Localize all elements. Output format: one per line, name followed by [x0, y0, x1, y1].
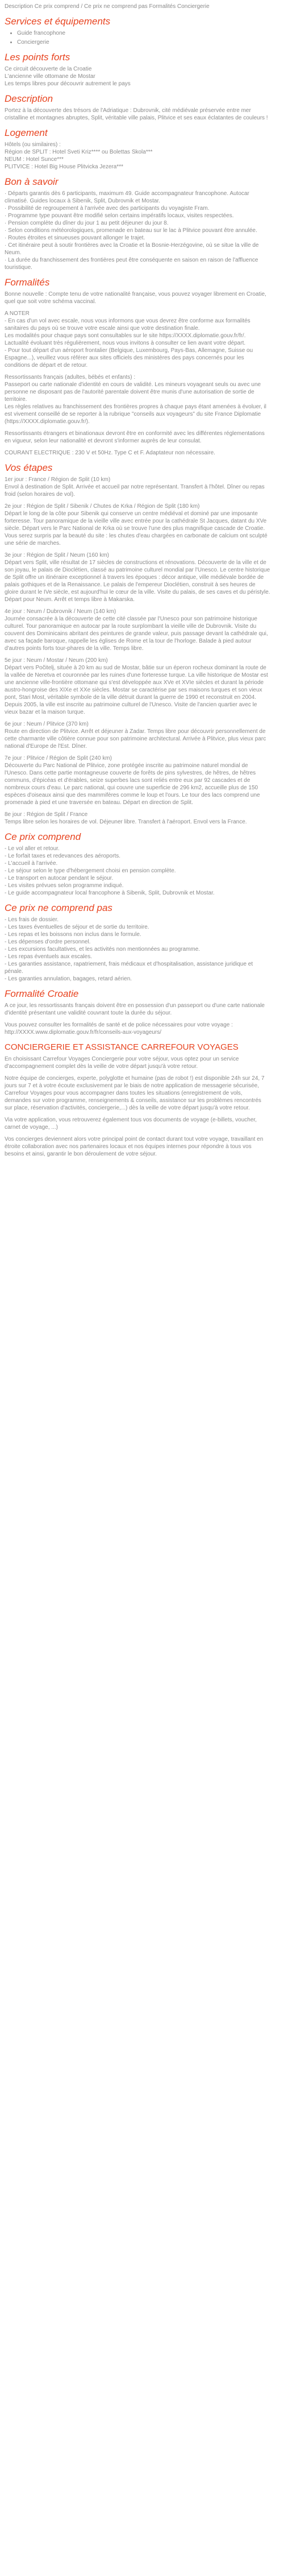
prix-ne-comprend-line: - Les taxes éventuelles de séjour et de sortie du territoire.	[5, 924, 149, 930]
prix-comprend-line: - Le forfait taxes et redevances des aéroports.	[5, 853, 120, 859]
points-forts-line: Ce circuit découverte de la Croatie	[5, 66, 92, 72]
prix-ne-comprend-line: - Les garanties assistance, rapatriement, frais médicaux et d'hospitalisation, assistance juridique et pénale.	[5, 961, 253, 975]
bon-savoir-line: · Routes étroites et sinueuses pouvant allonger le trajet.	[5, 235, 145, 241]
formalites-paragraph: Ressortissants étrangers et binationaux devront être en conformité avec les différentes réglementations en vigueur, selon leur nationalité et devront s'informer auprès de leur consulat.	[5, 430, 265, 444]
description-title: Description	[5, 93, 53, 104]
prix-comprend-line: - Le séjour selon le type d'hébergement choisi en pension complète.	[5, 868, 176, 874]
day-paragraph: 2e jour : Région de Split / Sibenik / Chutes de Krka / Région de Split (180 km) Départ le long de la côte pour Sibenik qui conserve un centre médiéval et dominé par une imposante forteresse. Tour panoramique de la vieille ville avec entrée pour la cathédrale St Jacques, datant du XVe siècle. Départ vers le Parc National de Krka où se trouve l'une des plus magnifique cascade de Croatie. Vous serez surpris par la beauté du site : les chutes d'eau chargées en carbonate de calcium ont sculpté une série de marches.	[5, 503, 268, 546]
bon-savoir-block	[5, 190, 270, 271]
prix-ne-comprend-line: - Les repas éventuels aux escales.	[5, 954, 92, 960]
bon-savoir-line: · La durée du franchissement des frontières peut être conséquente en saison en raison de l'affluence touristique.	[5, 257, 258, 271]
prix-comprend-block	[5, 845, 270, 897]
day-paragraph: 3e jour : Région de Split / Neum (160 km) Départ vers Split, ville résultat de 17 siècles de constructions et rénovations. Découverte de la ville et de son joyau, le palais de Dioclétien, classé au patrimoine culturel mondial par l'Unesco. Le centre historique de Split offre un itinéraire exceptionnel à travers les époques : décor antique, ville médiévale bordée de palais gothiques et de la Renaissance. Le palais de l'empereur Dioclétien, construit à ses heures de gloire durant le IVe siècle, est aujourd'hui le cœur de la ville. Visite du palais, de ses caves et du péristyle. Départ pour Neum. Arrêt et temps libre à Makarska.	[5, 552, 270, 603]
logement-title: Logement	[5, 127, 48, 138]
list-item: • Conciergerie	[17, 39, 270, 46]
day-paragraph: 4e jour : Neum / Dubrovnik / Neum (140 km) Journée consacrée à la découverte de cette cité classée par l'Unesco pour son patrimoine historique culturel. Tour panoramique en autocar par la route surplombant la vieille ville de Dubrovnik. Visite du couvent des Dominicains abritant des peintures de grande valeur, puis passage devant la cathédrale qui, avec sa façade baroque, rappelle les églises de Rome et la tour de l'horloge. Balade à pied autour d'autres points forts tour-phares de la ville. Temps libre.	[5, 608, 268, 652]
formalite-croatie-title: Formalité Croatie	[5, 988, 79, 999]
points-forts-block	[5, 65, 270, 88]
conciergerie-paragraph: Via votre application, vous retrouverez également tous vos documents de voyage (e-billets, voucher, carnet de voyage, ...)	[5, 1117, 257, 1130]
logement-line: NEUM : Hotel Sunce***	[5, 156, 64, 163]
services-list	[5, 30, 270, 46]
logement-line: Région de SPLIT : Hotel Sveti Kriz**** ou Bolettas Skola***	[5, 149, 153, 155]
prix-comprend-line: - Le guide accompagnateur local francophone à Sibenik, Split, Dubrovnik et Mostar.	[5, 890, 215, 896]
day-paragraph: 6e jour : Neum / Plitvice (370 km) Route en direction de Plitvice. Arrêt et déjeuner à Zadar. Temps libre pour découvrir personnellement de cette charmante ville côtière connue pour son patrimoine architectural. Arrivée à Plitvice, plus vieux parc national d'Europe de l'Est. Dîner.	[5, 721, 266, 749]
day-paragraph: 8e jour : Région de Split / France Temps libre selon les horaires de vol. Déjeuner libre. Transfert à l'aéroport. Envol vers la France.	[5, 811, 247, 825]
bon-savoir-line: · Selon conditions météorologiques, promenade en bateau sur le lac à Plitvice pouvant être annulée.	[5, 227, 257, 234]
day-paragraph: 7e jour : Plitvice / Région de Split (240 km) Découverte du Parc National de Plitvice, zone protégée inscrite au patrimoine naturel mondial de l'Unesco. Dans cette partie montagneuse couverte de forêts de pins sylvestres, de hêtres, de hêtres communs, d'épicéas et d'érables, seize superbes lacs sont reliés entre eux par 92 cascades et de nombreux cours d'eau. Le parc national, qui couvre une superficie de 296 km2, accueille plus de 150 espèces d'oiseaux ainsi que des mammifères comme le loup et l'ours. Le tour des lacs comprend une promenade à pied et une traversée en bateau. Départ en direction de Split.	[5, 755, 260, 806]
bon-savoir-line: · Cet itinéraire peut à soutir frontières avec la Croatie et la Bosnie-Herzégovine, où se situe la ville de Neum.	[5, 242, 259, 256]
formalites-title: Formalités	[5, 277, 50, 288]
points-forts-title: Les points forts	[5, 52, 70, 63]
conciergerie-paragraph: Vos concierges deviennent alors votre principal point de contact durant tout votre voyage, travaillant en étroite collaboration avec nos partenaires locaux et nos équipes internes pour répondre à tous vos besoins et ainsi, garantir le bon déroulement de votre séjour.	[5, 1136, 264, 1157]
description-text: Portez à la découverte des trésors de l'Adriatique : Dubrovnik, cité médiévale préservée entre mer cristalline et montagnes abruptes, Split, véritable ville palais, Plitvice et ses eaux éclatantes de couleurs !	[5, 107, 268, 121]
prix-ne-comprend-block	[5, 916, 270, 983]
day-paragraph: 1er jour : France / Région de Split (10 km) Envol à destination de Split. Arrivée et accueil par notre représentant. Transfert à l'hôtel. Dîner ou repas froid (selon horaires de vol).	[5, 477, 265, 498]
prix-ne-comprend-title: Ce prix ne comprend pas	[5, 902, 112, 913]
prix-comprend-line: - L'accueil à l'arrivée.	[5, 860, 58, 867]
points-forts-line: L'ancienne ville ottomane de Mostar	[5, 73, 95, 80]
formalites-paragraph: COURANT ELECTRIQUE : 230 V et 50Hz. Type C et F. Adaptateur non nécessaire.	[5, 450, 215, 456]
logement-line: PLITVICE : Hotel Big House Plitvicka Jezera***	[5, 164, 123, 170]
prix-ne-comprend-line: - Les repas et les boissons non inclus dans le formule.	[5, 931, 141, 938]
list-item: • Guide francophone	[17, 30, 270, 37]
prix-comprend-line: - Le vol aller et retour.	[5, 846, 60, 852]
prix-ne-comprend-line: - Les garanties annulation, bagages, retard aérien.	[5, 976, 132, 982]
prix-comprend-line: - Les visites prévues selon programme indiqué.	[5, 883, 124, 889]
prix-ne-comprend-line: - Les excursions facultatives, et les activités non mentionnées au programme.	[5, 946, 201, 952]
formalites-paragraph: Bonne nouvelle : Compte tenu de votre nationalité française, vous pouvez voyager librement en Croatie, quel que soit votre schéma vaccinal.	[5, 291, 266, 305]
conciergerie-paragraph: Notre équipe de concierges, experte, polyglotte et humaine (pas de robot !) est disponible 24h sur 24, 7 jours sur 7 et à votre écoute exclusivement par le biais de notre application de messagerie sécurisée, Carrefour Voyages pour vous accompagner dans toutes les situations (enregistrement de vols, demandes sur votre programme, renseignements & conseils, assistance sur les problèmes rencontrés sur place, réservation d'activités, conciergerie,...) dès la veille de votre départ jusqu'à votre retour.	[5, 1075, 265, 1111]
services-title: Services et équipements	[5, 16, 111, 27]
bon-savoir-title: Bon à savoir	[5, 176, 59, 187]
day-paragraph: 5e jour : Neum / Mostar / Neum (200 km) Départ vers Počitelj, située à 20 km au sud de Mostar, bâtie sur un éperon rocheux dominant la route de la vallée de Neretva et couronnée par les ruines d'une forteresse turque. La ville historique de Mostar est une ancienne ville-frontière ottomane qui s'est développée aux XVe et XVIe siècles et durant la période austro-hongroise des XIXe et XXe siècles. Mostar se caractérise par ses maisons turques et son vieux pont, Stari Most, véritable symbole de la ville détruit durant la guerre de 1990 et reconstruit en 2004. Depuis 2005, la ville est inscrite au patrimoine culturel de l'Unesco. Visite de l'ancien quartier avec le vieux bazar et la maison turque.	[5, 657, 268, 715]
prix-ne-comprend-line: - Les dépenses d'ordre personnel.	[5, 939, 91, 945]
top-links[interactable]: Description Ce prix comprend / Ce prix ne comprend pas Formalités Conciergerie	[5, 3, 210, 10]
conciergerie-title: CONCIERGERIE ET ASSISTANCE CARREFOUR VOYAGES	[5, 1042, 239, 1052]
logement-block	[5, 141, 270, 171]
bon-savoir-line: · Pension complète du dîner du jour 1 au petit déjeuner du jour 8.	[5, 220, 169, 226]
bon-savoir-line: · Possibilité de regroupement à l'arrivée avec des participants du voyagiste Fram.	[5, 205, 210, 212]
conciergerie-paragraph: En choisissant Carrefour Voyages Conciergerie pour votre séjour, vous optez pour un service d'accompagnement complet dès la veille de votre départ jusqu'à votre retour.	[5, 1056, 239, 1070]
formalite-croatie-paragraph: A ce jour, les ressortissants français doivent être en possession d'un passeport ou d'une carte nationale d'identité présentant une validité couvrant toute la durée du séjour.	[5, 1003, 265, 1016]
prix-comprend-title: Ce prix comprend	[5, 831, 81, 842]
formalites-paragraph: Ressortissants français (adultes, bébés et enfants) : Passeport ou carte nationale d'identité en cours de validité. Les mineurs voyageant seuls ou avec une personne ne disposant pas de l'autorité parentale doivent être munis d'une autorisation de sortie de territoire. Les règles relatives au franchissement des frontières propres à chaque pays étant amenées à évoluer, il est vivement conseillé de se reporter à la rubrique "conseils aux voyageurs" du site France Diplomatie (https://XXXX.diplomatie.gouv.fr/).	[5, 374, 266, 425]
etapes-title: Vos étapes	[5, 462, 53, 473]
bon-savoir-line: · Départs garantis dès 6 participants, maximum 49. Guide accompagnateur francophone. Autocar climatisé. Guides locaux à Sibenik, Split, Dubrovnik et Mostar.	[5, 190, 249, 204]
logement-line: Hôtels (ou similaires) :	[5, 142, 61, 148]
prix-comprend-line: - Le transport en autocar pendant le séjour.	[5, 875, 114, 881]
bon-savoir-line: · Programme type pouvant être modifié selon certains impératifs locaux, visites respectées.	[5, 213, 234, 219]
prix-ne-comprend-line: - Les frais de dossier.	[5, 917, 59, 923]
page	[0, 0, 275, 1166]
formalites-paragraph: A NOTER - En cas d'un vol avec escale, nous vous informons que vous devrez être conforme aux formalités sanitaires du pays où se trouve votre escale ainsi que votre destination finale. Les modalités pour chaque pays sont consultables sur le site https://XXXX.diplomatie.gouv.fr/fr/. Lactualité évoluant très régulièrement, nous vous invitons à consulter ce lien avant votre départ. - Pour tout départ d'un aéroport frontalier (Belgique, Luxembourg, Pays-Bas, Allemagne, Suisse ou Espagne...), veuillez vous référer aux sites officiels des ministères des pays concernés pour les conditions de départ et de retour.	[5, 310, 253, 368]
points-forts-line: Les temps libres pour découvrir autrement le pays	[5, 81, 131, 87]
formalite-croatie-paragraph[interactable]: Vous pouvez consulter les formalités de santé et de police nécessaires pour votre voyage : http://XXXX.www.diplomatie.gouv.fr/fr/conseils-aux-voyageurs/	[5, 1022, 233, 1036]
